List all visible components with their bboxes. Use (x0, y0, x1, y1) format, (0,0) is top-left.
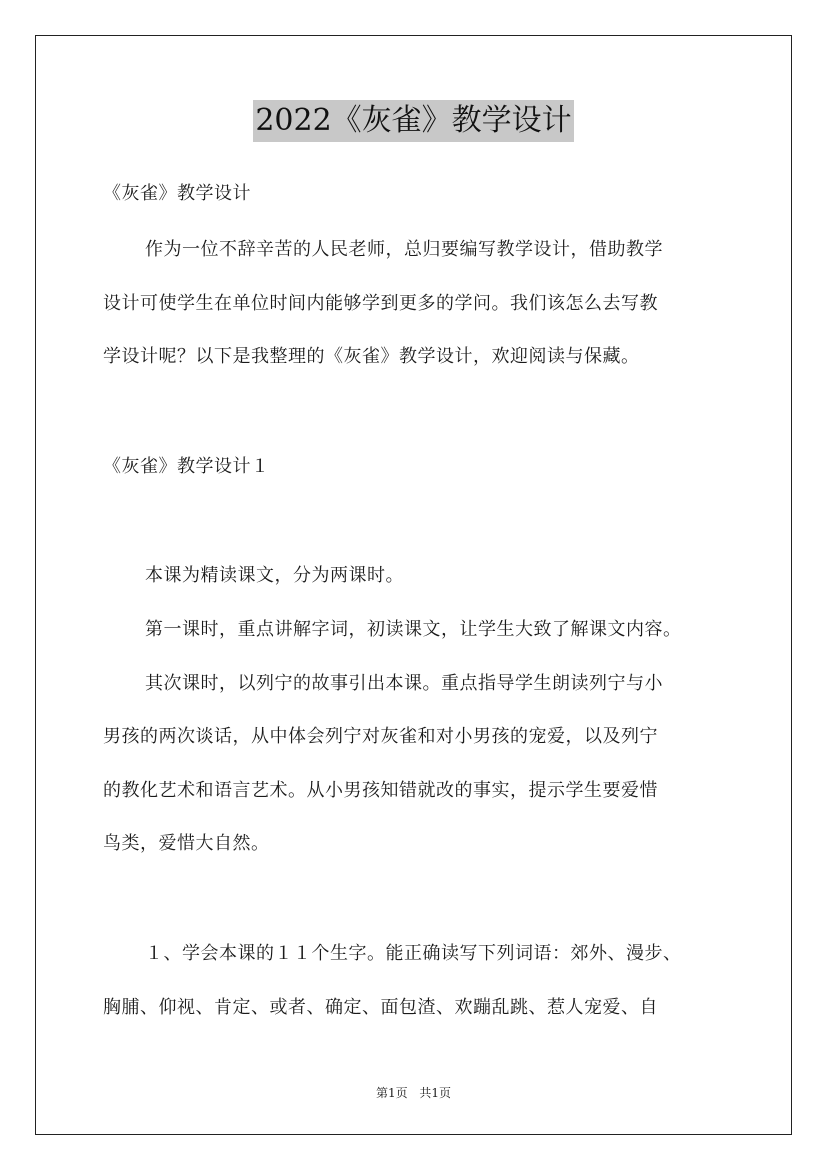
document-title: 2022《灰雀》教学设计 (253, 100, 573, 142)
title-container (0, 100, 827, 142)
section-heading-design-1: 《灰雀》教学设计１ (103, 456, 270, 477)
section-heading-intro: 《灰雀》教学设计 (103, 183, 251, 204)
page-number: 第1页 (375, 1086, 408, 1100)
page-total: 共1页 (419, 1086, 452, 1100)
paragraph-line: 作为一位不辞辛苦的人民老师，总归要编写教学设计，借助教学 (145, 239, 663, 260)
paragraph-line: 其次课时，以列宁的故事引出本课。重点指导学生朗读列宁与小 (145, 673, 663, 694)
paragraph-line: 设计可使学生在单位时间内能够学到更多的学问。我们该怎么去写教 (103, 293, 658, 314)
paragraph-line: 胸脯、仰视、肯定、或者、确定、面包渣、欢蹦乱跳、惹人宠爱、自 (103, 997, 658, 1018)
paragraph-line: １、学会本课的１１个生字。能正确读写下列词语：郊外、漫步、 (145, 943, 682, 964)
page-footer (0, 1084, 827, 1101)
paragraph-line: 鸟类，爱惜大自然。 (103, 833, 270, 854)
paragraph-line: 本课为精读课文，分为两课时。 (145, 565, 404, 586)
paragraph-line: 男孩的两次谈话，从中体会列宁对灰雀和对小男孩的宠爱，以及列宁 (103, 726, 658, 747)
paragraph-line: 第一课时，重点讲解字词，初读课文，让学生大致了解课文内容。 (145, 619, 682, 640)
paragraph-line: 学设计呢？以下是我整理的《灰雀》教学设计，欢迎阅读与保藏。 (103, 346, 640, 367)
paragraph-line: 的教化艺术和语言艺术。从小男孩知错就改的事实，提示学生要爱惜 (103, 780, 658, 801)
